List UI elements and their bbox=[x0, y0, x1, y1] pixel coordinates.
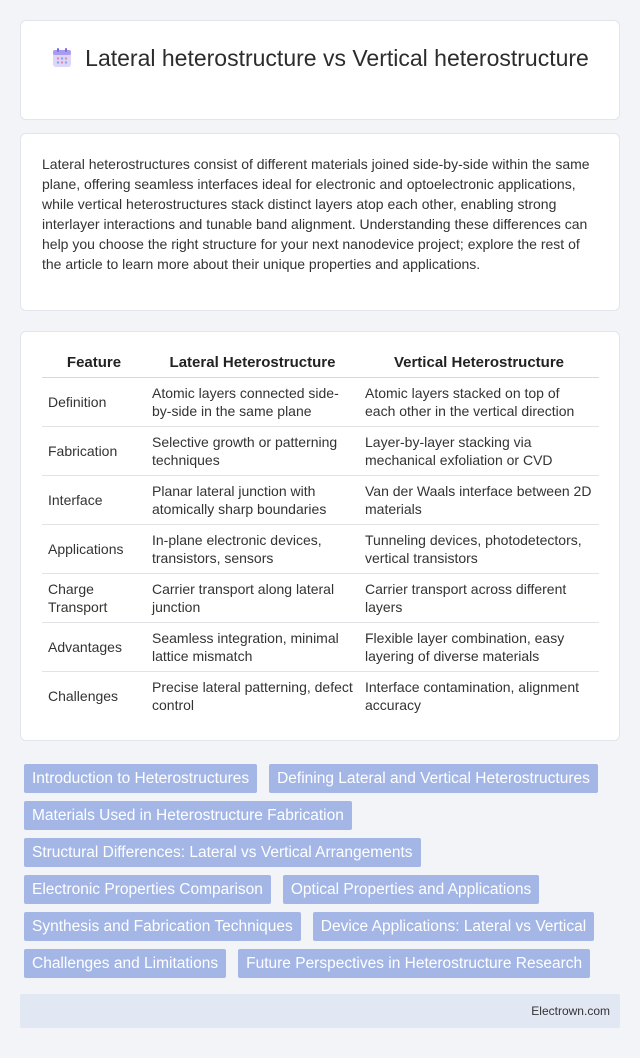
calendar-icon bbox=[51, 47, 73, 69]
topic-tags bbox=[20, 764, 620, 978]
topic-tag[interactable]: Synthesis and Fabrication Techniques bbox=[24, 912, 301, 941]
table-row bbox=[42, 622, 599, 671]
topic-tag[interactable]: Electronic Properties Comparison bbox=[24, 875, 271, 904]
table-row bbox=[42, 475, 599, 524]
title-card bbox=[20, 20, 620, 120]
row-feature: Challenges bbox=[48, 687, 119, 704]
row-vertical: Tunneling devices, photodetectors, vertical transistors bbox=[359, 524, 599, 573]
table-row bbox=[42, 573, 599, 622]
row-vertical: Carrier transport across different layers bbox=[359, 573, 599, 622]
intro-card bbox=[20, 133, 620, 311]
row-lateral: Seamless integration, minimal lattice mismatch bbox=[146, 622, 359, 671]
table-row bbox=[42, 671, 599, 720]
row-feature: Interface bbox=[42, 475, 146, 524]
table-header-row bbox=[42, 352, 599, 377]
row-vertical: Flexible layer combination, easy layering of diverse materials bbox=[359, 622, 599, 671]
topic-tag[interactable]: Materials Used in Heterostructure Fabrication bbox=[24, 801, 352, 830]
page-title-text: Lateral heterostructure vs Vertical heterostructure bbox=[85, 45, 589, 71]
row-lateral: Planar lateral junction with atomically sharp boundaries bbox=[146, 475, 359, 524]
row-lateral: Precise lateral patterning, defect control bbox=[152, 678, 353, 713]
row-feature: Applications bbox=[42, 524, 146, 573]
row-vertical: Interface contamination, alignment accuracy bbox=[365, 678, 580, 713]
header-feature: Feature bbox=[42, 352, 146, 377]
header-vertical: Vertical Heterostructure bbox=[359, 352, 599, 377]
topic-tag[interactable]: Optical Properties and Applications bbox=[283, 875, 539, 904]
table-row bbox=[42, 426, 599, 475]
page-title bbox=[21, 44, 619, 73]
row-vertical: Layer-by-layer stacking via mechanical exfoliation or CVD bbox=[359, 426, 599, 475]
footer-site-name: Electrown.com bbox=[531, 1004, 610, 1018]
topic-tag[interactable]: Structural Differences: Lateral vs Vertical Arrangements bbox=[24, 838, 421, 867]
row-vertical: Atomic layers stacked on top of each other in the vertical direction bbox=[359, 377, 599, 426]
row-feature: Advantages bbox=[42, 622, 146, 671]
intro-paragraph: Lateral heterostructures consist of different materials joined side-by-side within the same plane, offering seamless interfaces ideal for electronic and optoelectronic applications, while vertical heterostructures stack distinct layers atop each other, enabling strong interlayer interactions and tunable band alignment. Understanding these differences can help you choose the right structure for your next nanodevice project; explore the rest of the article to learn more about their unique properties and applications. bbox=[42, 156, 590, 272]
footer bbox=[20, 994, 620, 1028]
comparison-table bbox=[42, 352, 599, 720]
row-vertical: Van der Waals interface between 2D materials bbox=[359, 475, 599, 524]
row-feature: Definition bbox=[42, 377, 146, 426]
table-row bbox=[42, 377, 599, 426]
row-feature: Fabrication bbox=[42, 426, 146, 475]
comparison-table-card bbox=[20, 331, 620, 741]
topic-tag[interactable]: Introduction to Heterostructures bbox=[24, 764, 257, 793]
table-row bbox=[42, 524, 599, 573]
topic-tag[interactable]: Defining Lateral and Vertical Heterostructures bbox=[269, 764, 598, 793]
topic-tag[interactable]: Device Applications: Lateral vs Vertical bbox=[313, 912, 594, 941]
topic-tag[interactable]: Future Perspectives in Heterostructure Research bbox=[238, 949, 590, 978]
row-lateral: Selective growth or patterning techniques bbox=[146, 426, 359, 475]
row-feature: Charge Transport bbox=[42, 573, 146, 622]
header-lateral: Lateral Heterostructure bbox=[146, 352, 359, 377]
row-lateral: In-plane electronic devices, transistors, sensors bbox=[146, 524, 359, 573]
row-lateral: Atomic layers connected side-by-side in the same plane bbox=[146, 377, 359, 426]
row-lateral: Carrier transport along lateral junction bbox=[146, 573, 359, 622]
topic-tag[interactable]: Challenges and Limitations bbox=[24, 949, 226, 978]
